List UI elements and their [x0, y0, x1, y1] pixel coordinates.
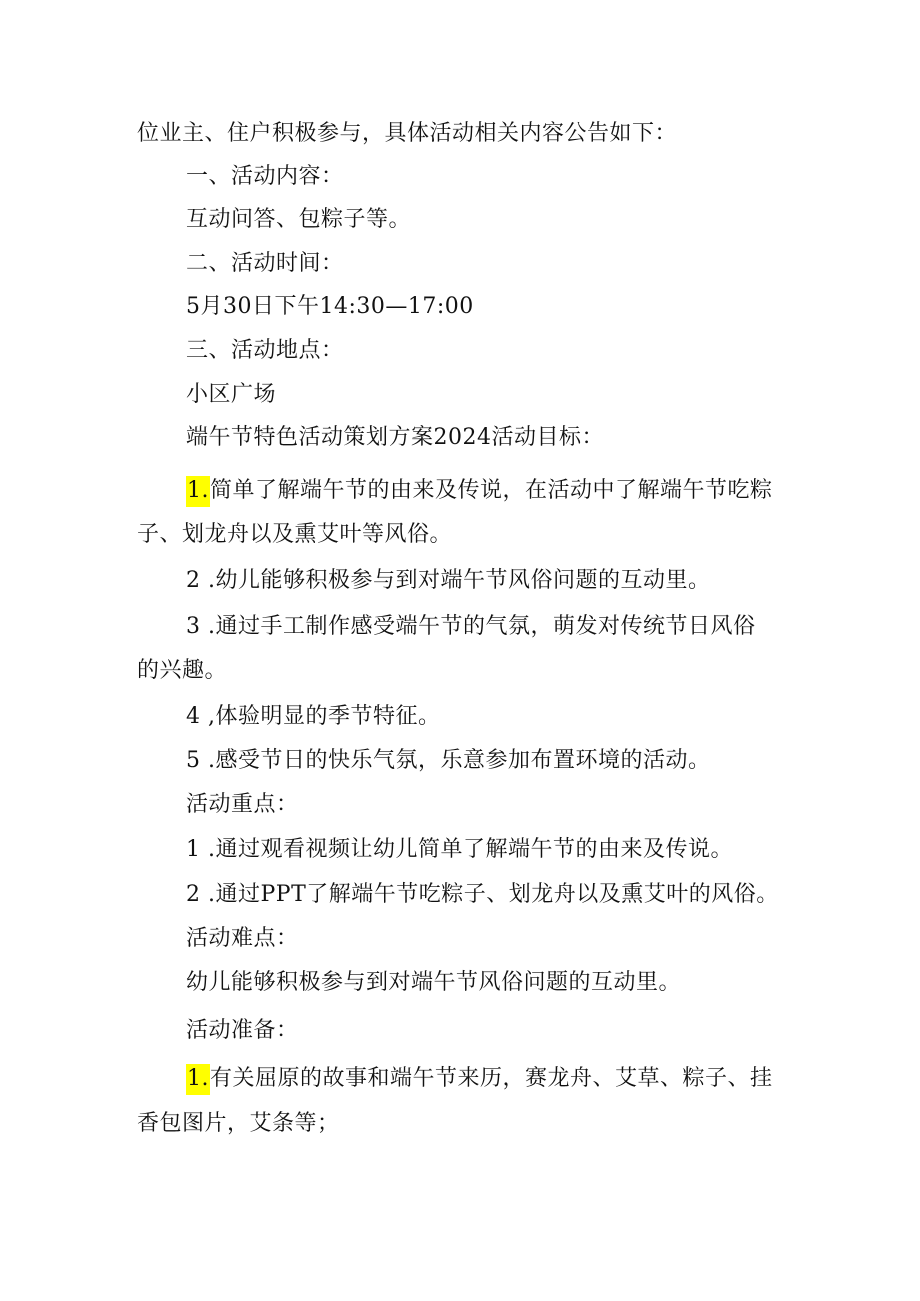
time-text: 5月30日下午14:30—17:00	[186, 294, 474, 319]
goal-item-1-cont: 子、划龙舟以及熏艾叶等风俗。	[137, 522, 453, 547]
section-heading-location: 三、活动地点：	[186, 338, 344, 363]
goals-heading: 端午节特色活动策划方案2024活动目标：	[186, 425, 604, 450]
key-points-heading: 活动重点：	[186, 792, 299, 817]
intro-line: 位业主、住户积极参与，具体活动相关内容公告如下：	[137, 121, 678, 146]
location-text: 小区广场	[186, 382, 277, 407]
section-heading-time: 二、活动时间：	[186, 251, 344, 276]
goal-item-2: 2 .幼儿能够积极参与到对端午节风俗问题的互动里。	[186, 568, 711, 593]
content-text: 互动问答、包粽子等。	[186, 207, 412, 232]
preparation-heading: 活动准备：	[186, 1018, 299, 1043]
goal-item-3: 3 .通过手工制作感受端午节的气氛，萌发对传统节日风俗	[186, 614, 756, 639]
goal-item-1-text: 简单了解端午节的由来及传说，在活动中了解端午节吃粽	[210, 478, 773, 503]
difficulty-text: 幼儿能够积极参与到对端午节风俗问题的互动里。	[186, 970, 682, 995]
highlight-marker: 1.	[186, 476, 210, 507]
goal-item-4: 4 ,体验明显的季节特征。	[186, 704, 441, 729]
key-point-1: 1 .通过观看视频让幼儿简单了解端午节的由来及传说。	[186, 837, 733, 862]
goal-item-5: 5 .感受节日的快乐气氛，乐意参加布置环境的活动。	[186, 748, 711, 773]
goal-item-1	[186, 476, 773, 506]
prep-item-1	[186, 1064, 773, 1094]
goal-item-3-cont: 的兴趣。	[137, 658, 228, 683]
section-heading-content: 一、活动内容：	[186, 164, 344, 189]
highlight-marker: 1.	[186, 1064, 210, 1095]
prep-item-1-text: 有关屈原的故事和端午节来历，赛龙舟、艾草、粽子、挂	[210, 1066, 773, 1091]
key-point-2: 2 .通过PPT了解端午节吃粽子、划龙舟以及熏艾叶的风俗。	[186, 882, 779, 907]
prep-item-1-cont: 香包图片，艾条等；	[137, 1111, 340, 1136]
difficulty-heading: 活动难点：	[186, 926, 299, 951]
